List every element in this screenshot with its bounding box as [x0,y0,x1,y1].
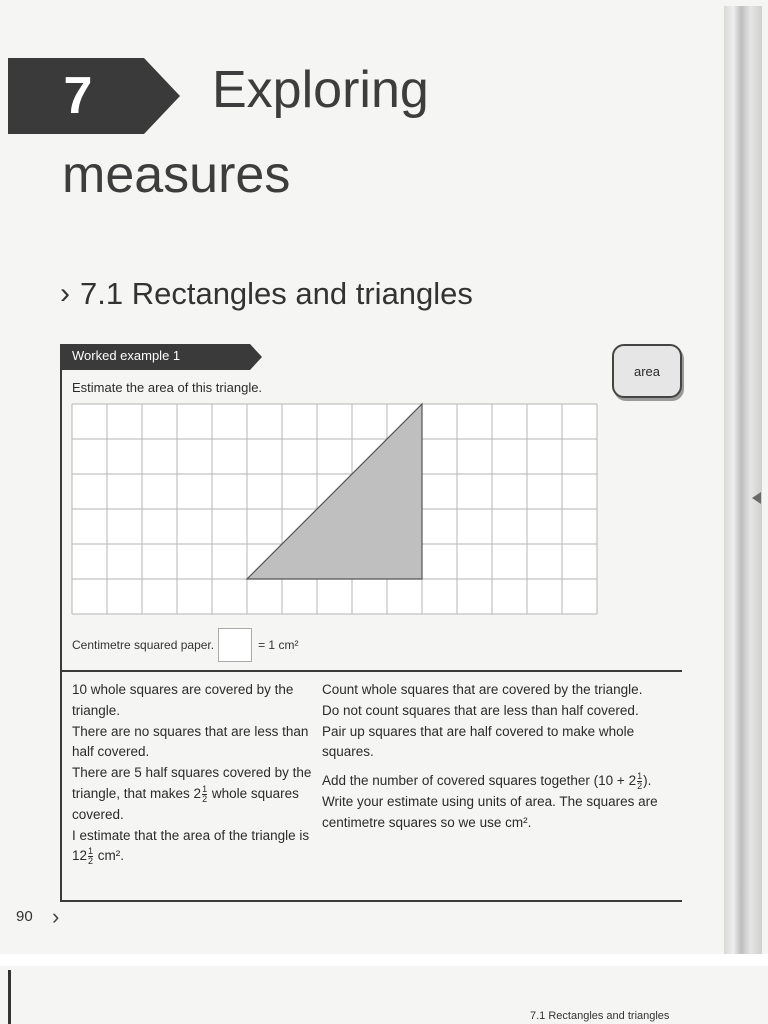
centimetre-grid [70,402,600,618]
chevron-right-icon: › [52,904,60,929]
worked-example-label: Worked example 1 [72,348,181,363]
chevron-right-icon: › [60,277,70,310]
chapter-title-continued: measures [62,146,291,204]
chapter-title: Exploring [212,61,429,119]
solution-line [72,826,312,868]
fraction-numerator: 1 [637,771,643,782]
explanation-text: Add the number of covered squares together (10 + 2 [322,773,637,789]
page-gap [0,954,768,966]
keyword-badge[interactable]: area [612,344,682,398]
caption-text: Centimetre squared paper. [72,638,215,652]
solution-column [72,680,312,867]
section-heading [60,276,473,312]
solution-line [72,763,312,825]
fraction-numerator: 1 [202,783,208,794]
fraction-denominator: 2 [88,856,94,867]
page-edge-shadow [724,6,762,954]
explanation-line: Pair up squares that are half covered to make whole squares. [322,723,635,760]
explanation-column [322,680,682,834]
caption-unit: = 1 cm² [258,638,299,652]
solution-line: There are no squares that are less than half covered. [72,723,309,760]
section-title: 7.1 Rectangles and triangles [80,276,473,311]
solution-text: I estimate that the area of the triangle is 12 [72,827,310,864]
solution-text: cm². [94,848,125,864]
fraction [202,785,207,804]
page-number: 90 [16,908,33,925]
solution-line: 10 whole squares are covered by the triangle. [72,682,294,718]
solution-text: whole squares covered. [72,785,299,822]
next-page-edge [8,970,11,1024]
fraction-denominator: 2 [637,781,643,792]
explanation-line: Count whole squares that are covered by the triangle. [322,682,643,697]
unit-square-icon [218,628,252,662]
spacer [322,763,682,771]
grid-caption [72,628,298,662]
fraction-numerator: 1 [88,846,94,857]
explanation-text: ). Write your estimate using units of area. The squares are centimetre squares so we use cm². [322,773,658,830]
page-edge-marker [752,492,761,504]
explanation-line [322,771,682,833]
explanation-line: Do not count squares that are less than half covered. [322,702,639,718]
fraction-denominator: 2 [202,793,208,804]
fraction [88,847,93,866]
running-title: 7.1 Rectangles and triangles [530,1010,670,1022]
chapter-number: 7 [63,67,93,125]
question-text: Estimate the area of this triangle. [72,380,263,395]
solution-text: There are 5 half squares covered by the triangle, that makes 2 [72,765,312,801]
fraction [637,772,642,791]
divider [60,670,682,672]
